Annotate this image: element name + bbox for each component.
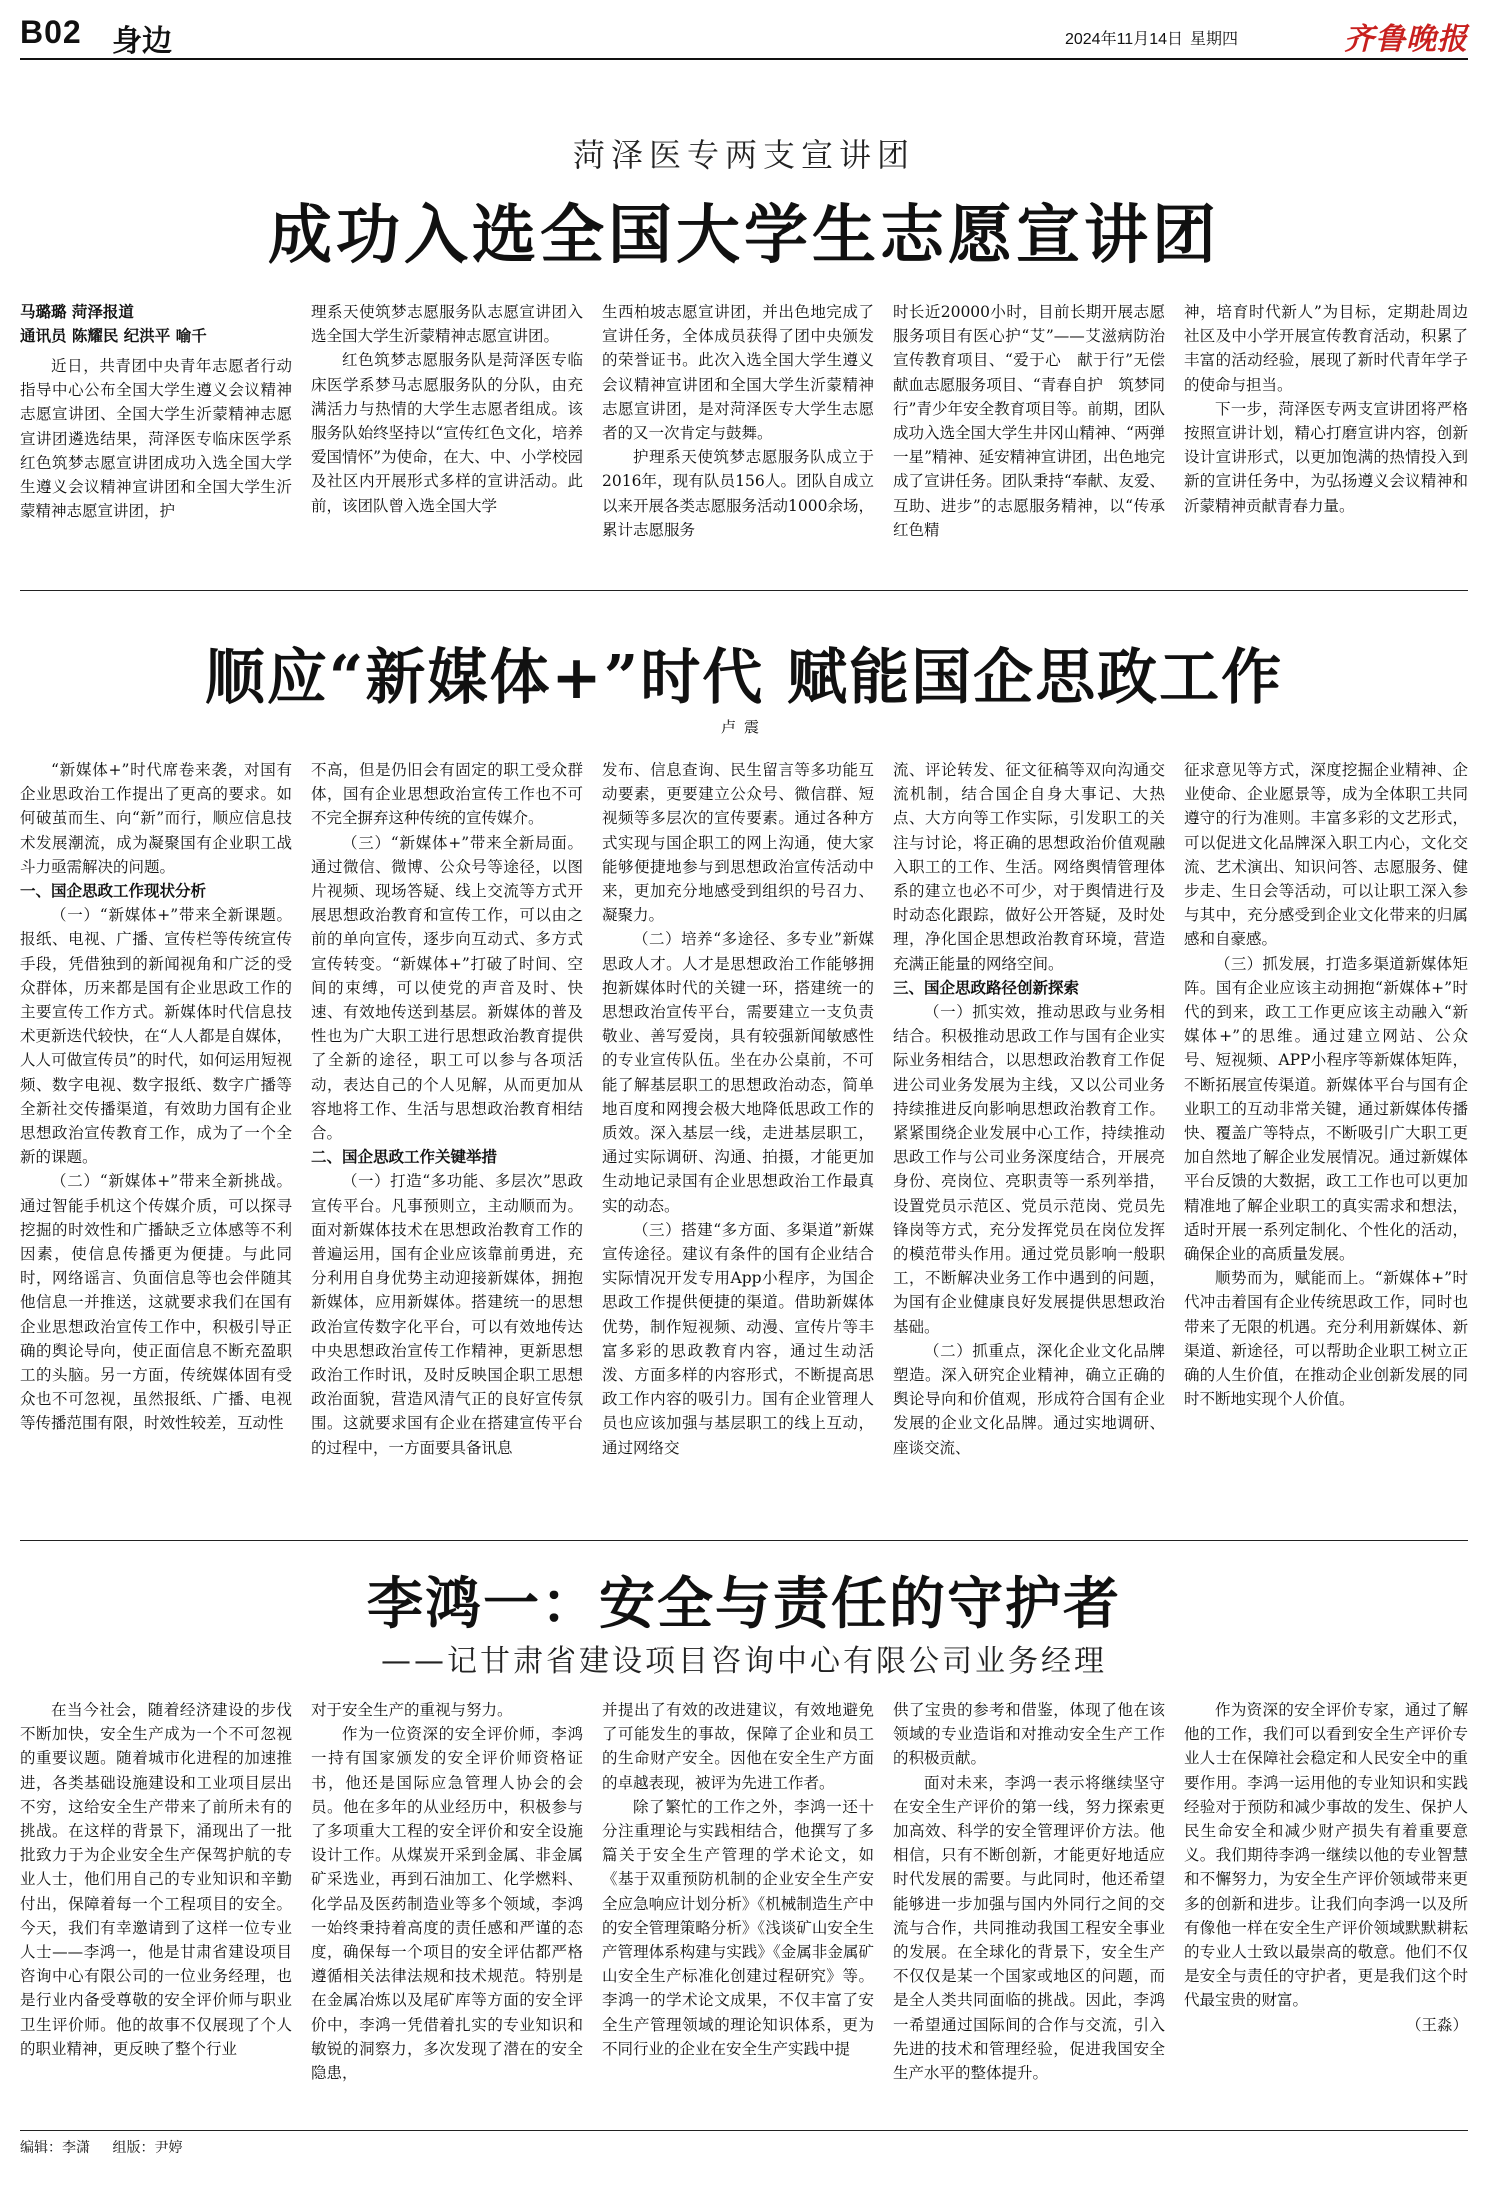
paragraph: （二）培养“多途径、多专业”新媒思政人才。人才是思想政治工作能够拥抱新媒体时代的关键一环，搭建统一的思想政治宣传平台，需要建立一支负责敬业、善写爱岗，具有较强新闻敏感性的专业宣传队伍。坐在办公桌前，不可能了解基层职工的思想政治动态，简单地百度和网搜会极大地降低思政工作的质效。深入基层一线，走进基层职工，通过实际调研、沟通、拍摄，才能更加生动地记录国有企业思想政治工作最真实的动态。	[602, 930, 874, 1215]
section-heading: 三、国企思政路径创新探索	[893, 978, 1080, 997]
article1-column-3	[602, 300, 874, 548]
article2-author: 卢震	[720, 718, 767, 736]
article3-title: 李鸿一：安全与责任的守护者	[367, 1571, 1121, 1637]
paragraph: 神，培育时代新人”为目标，定期赴周边社区及中小学开展宣传教育活动，积累了丰富的活动经验，展现了新时代青年学子的使命与担当。	[1184, 303, 1468, 394]
paragraph: 发布、信息查询、民生留言等多功能互动要素，更要建立公众号、微信群、短视频等多层次的宣传要素。通过各种方式实现与国企职工的网上沟通，使大家能够便捷地参与到思想政治宣传活动中来，更加充分地感受到组织的号召力、凝聚力。	[602, 761, 874, 925]
article3-signoff: （王淼）	[1405, 2015, 1468, 2034]
article1-title: 成功入选全国大学生志愿宣讲团	[268, 198, 1220, 273]
paragraph: 并提出了有效的改进建议，有效地避免了可能发生的事故，保障了企业和员工的生命财产安全。因他在安全生产方面的卓越表现，被评为先进工作者。	[602, 1701, 874, 1792]
paragraph: 流、评论转发、征文征稿等双向沟通交流机制，结合国企自身大事记、大热点、大方向等工作实际，引发职工的关注与讨论，将正确的思想政治价值观融入职工的工作、生活。网络舆情管理体系的建立也必不可少，对于舆情进行及时动态化跟踪，做好公开答疑，及时处理，净化国企思想政治教育环境，营造充满正能量的网络空间。	[893, 761, 1165, 973]
paragraph: 顺势而为，赋能而上。“新媒体+”时代冲击着国有企业传统思政工作，同时也带来了无限的机遇。充分利用新媒体、新渠道、新途径，可以帮助企业职工树立正确的人生价值，在推动企业创新发展的同时不断地实现个人价值。	[1184, 1269, 1468, 1409]
footer-editor: 编辑：李潇	[20, 2140, 90, 2156]
paragraph: （二）“新媒体+”带来全新挑战。通过智能手机这个传媒介质，可以探寻挖掘的时效性和广播缺乏立体感等不利因素，使信息传播更为便捷。与此同时，网络谣言、负面信息等也会伴随其他信息一并推送，这就要求我们在国有企业思想政治宣传工作中，积极引导正确的舆论导向，使正面信息不断充盈职工的头脑。另一方面，传统媒体固有受众也不可忽视，虽然报纸、广播、电视等传播范围有限，时效性较差，互动性	[20, 1172, 292, 1433]
paragraph: 面对未来，李鸿一表示将继续坚守在安全生产评价的第一线，努力探索更加高效、科学的安全管理评价方法。他相信，只有不断创新，才能更好地适应时代发展的需要。与此同时，他还希望能够进一步加强与国内外同行之间的交流与合作，共同推动我国工程安全事业的发展。在全球化的背景下，安全生产不仅仅是某一个国家或地区的问题，而是全人类共同面临的挑战。因此，李鸿一希望通过国际间的合作与交流，引入先进的技术和管理经验，促进我国安全生产水平的整体提升。	[893, 1773, 1165, 2083]
paragraph: （一）抓实效，推动思政与业务相结合。积极推动思政工作与国有企业实际业务相结合，以思想政治教育工作促进公司业务发展为主线，又以公司业务持续推进反向影响思想政治教育工作。紧紧围绕企业发展中心工作，持续推动思政工作与公司业务深度结合，开展亮身份、亮岗位、亮职责等一系列举措，设置党员示范区、党员示范岗、党员先锋岗等方式，充分发挥党员在岗位发挥的模范带头作用。通过党员影响一般职工，不断解决业务工作中遇到的问题，为国有企业健康良好发展提供思想政治基础。	[893, 1003, 1165, 1336]
paragraph: （三）“新媒体+”带来全新局面。通过微信、微博、公众号等途径，以图片视频、现场答疑、线上交流等方式开展思想政治教育和宣传工作，可以由之前的单向宣传，逐步向互动式、多方式宣传转变。“新媒体+”打破了时间、空间的束缚，可以使党的声音及时、快速、有效地传送到基层。新媒体的普及性也为广大职工进行思想政治教育提供了全新的途径，职工可以参与各项活动，表达自己的个人见解，从而更加从容地将工作、生活与思想政治教育相结合。	[311, 833, 583, 1143]
article1-column-5	[1184, 300, 1468, 548]
newspaper-logo: 齐鲁晚报	[1344, 22, 1468, 57]
paragraph: 时长近20000小时，目前长期开展志愿服务项目有医心护“艾”——艾滋病防治宣传教育项目、“爱于心 献于行”无偿献血志愿服务项目、“青春自护 筑梦同行”青少年安全教育项目等。前期，团队成功入选全国大学生井冈山精神、“两弹一星”精神、延安精神宣讲团，出色地完成了宣讲任务。团队秉持“奉献、友爱、互助、进步”的志愿服务精神，以“传承红色精	[893, 303, 1165, 539]
paragraph: （一）“新媒体+”带来全新课题。报纸、电视、广播、宣传栏等传统宣传手段，凭借独到的新闻视角和广泛的受众群体，历来都是国有企业思政工作的主要宣传工作方式。新媒体时代信息技术更新迭代较快，在“人人都是自媒体，人人可做宣传员”的时代，如何运用短视频、数字电视、数字报纸、数字广播等全新社交传播渠道，有效助力国有企业思想政治宣传教育工作，成为了一个全新的课题。	[20, 906, 292, 1167]
paragraph: （一）打造“多功能、多层次”思政宣传平台。凡事预则立，主动顺而为。面对新媒体技术在思想政治教育工作的普遍运用，国有企业应该靠前勇进，充分利用自身优势主动迎接新媒体，拥抱新媒体，应用新媒体。搭建统一的思想政治宣传数字化平台，可以有效地传达中央思想政治宣传工作精神，更新思想政治工作时讯，及时反映国企职工思想政治面貌，营造风清气正的良好宣传氛围。这就要求国有企业在搭建宣传平台的过程中，一方面要具备讯息	[311, 1172, 583, 1457]
paragraph: 近日，共青团中央青年志愿者行动指导中心公布全国大学生遵义会议精神志愿宣讲团、全国大学生沂蒙精神志愿宣讲团遴选结果，菏泽医专临床医学系红色筑梦志愿宣讲团成功入选全国大学生遵义会议精神宣讲团和全国大学生沂蒙精神志愿宣讲团，护	[20, 357, 292, 521]
paragraph: 生西柏坡志愿宣讲团，并出色地完成了宣讲任务，全体成员获得了团中央颁发的荣誉证书。此次入选全国大学生遵义会议精神宣讲团和全国大学生沂蒙精神志愿宣讲团，是对菏泽医专大学生志愿者的又一次肯定与鼓舞。	[602, 303, 874, 443]
paragraph: （二）抓重点，深化企业文化品牌塑造。深入研究企业精神，确立正确的舆论导向和价值观，形成符合国有企业发展的企业文化品牌。通过实地调研、座谈交流、	[893, 1341, 1165, 1457]
article2-column-3	[602, 758, 874, 1526]
paragraph: “新媒体+”时代席卷来袭，对国有企业思政治工作提出了更高的要求。如何破茧而生、向“新”而行，顺应信息技术发展潮流，成为凝聚国有企业职工战斗力亟需解决的问题。	[20, 761, 292, 876]
paragraph: 作为一位资深的安全评价师，李鸿一持有国家颁发的安全评价师资格证书，他还是国际应急管理人协会的会员。他在多年的从业经历中，积极参与了多项重大工程的安全评价和安全设施设计工作。从煤炭开采到金属、非金属矿采选业，再到石油加工、化学燃料、化学品及医药制造业等多个领域，李鸿一始终秉持着高度的责任感和严谨的态度，确保每一个项目的安全评估都严格遵循相关法律法规和技术规范。特别是在金属冶炼以及尾矿库等方面的安全评价中，李鸿一凭借着扎实的专业知识和敏锐的洞察力，多次发现了潜在的安全隐患，	[311, 1725, 583, 2083]
article3-column-4	[893, 1698, 1165, 2123]
article1-column-4	[893, 300, 1165, 548]
section-divider	[20, 1540, 1468, 1541]
section-name: 身边	[112, 24, 172, 59]
section-heading: 一、国企思政工作现状分析	[20, 882, 207, 901]
article3-column-1	[20, 1698, 292, 2123]
article1-column-1	[20, 300, 292, 548]
paragraph: 在当今社会，随着经济建设的步伐不断加快，安全生产成为一个不可忽视的重要议题。随着城市化进程的加速推进，各类基础设施建设和工业项目层出不穷，这给安全生产带来了前所未有的挑战。在这样的背景下，涌现出了一批批致力于为企业安全生产保驾护航的专业人士，他们用自己的专业知识和辛勤付出，保障着每一个工程项目的安全。今天，我们有幸邀请到了这样一位专业人士——李鸿一，他是甘肃省建设项目咨询中心有限公司的一位业务经理，也是行业内备受尊敬的安全评价师与职业卫生评价师。他的故事不仅展现了个人的职业精神，更反映了整个行业	[20, 1701, 292, 2058]
byline-reporter: 马璐璐 菏泽报道	[20, 303, 134, 321]
article3-subtitle: ——记甘肃省建设项目咨询中心有限公司业务经理	[381, 1644, 1107, 1679]
paragraph: 除了繁忙的工作之外，李鸿一还十分注重理论与实践相结合，他撰写了多篇关于安全生产管理的学术论文，如《基于双重预防机制的企业安全生产安全应急响应计划分析》《机械制造生产中的安全管理策略分析》《浅谈矿山安全生产管理体系构建与实践》《金属非金属矿山安全生产标准化创建过程研究》等。李鸿一的学术论文成果，不仅丰富了安全生产管理领域的理论知识体系，更为不同行业的企业在安全生产实践中提	[602, 1797, 874, 2058]
article1-subtitle: 菏泽医专两支宣讲团	[572, 136, 915, 174]
paragraph: 供了宝贵的参考和借鉴，体现了他在该领域的专业造诣和对推动安全生产工作的积极贡献。	[893, 1701, 1165, 1768]
paragraph: 红色筑梦志愿服务队是菏泽医专临床医学系梦马志愿服务队的分队，由充满活力与热情的大学生志愿者组成。该服务队始终坚持以“宣传红色文化，培养爱国情怀”为使命，在大、中、小学校园及社区内开展形式多样的宣讲活动。此前，该团队曾入选全国大学	[311, 351, 583, 515]
article2-column-1	[20, 758, 292, 1526]
page-header	[20, 10, 1468, 60]
byline-correspondents: 通讯员 陈耀民 纪洪平 喻千	[20, 327, 207, 345]
section-divider	[20, 590, 1468, 591]
paragraph: 护理系天使筑梦志愿服务队成立于2016年，现有队员156人。团队自成立以来开展各类志愿服务活动1000余场，累计志愿服务	[602, 448, 874, 539]
paragraph: （三）抓发展，打造多渠道新媒体矩阵。国有企业应该主动拥抱“新媒体+”时代的到来，政工工作更应该主动融入“新媒体+”的思维。通过建立网站、公众号、短视频、APP小程序等新媒体矩阵，不断拓展宣传渠道。新媒体平台与国有企业职工的互动非常关键，通过新媒体传播快、覆盖广等特点，不断吸引广大职工更加自然地了解企业发展情况。通过新媒体平台反馈的大数据，政工工作也可以更加精准地了解企业职工的真实需求和想法，适时开展一系列定制化、个性化的活动，确保企业的高质量发展。	[1184, 954, 1468, 1264]
paragraph: 对于安全生产的重视与努力。	[311, 1701, 513, 1719]
paragraph: 下一步，菏泽医专两支宣讲团将严格按照宣讲计划，精心打磨宣讲内容，创新设计宣讲形式，以更加饱满的热情投入到新的宣讲任务中，为弘扬遵义会议精神和沂蒙精神贡献青春力量。	[1184, 399, 1468, 515]
paragraph: 征求意见等方式，深度挖掘企业精神、企业使命、企业愿景等，成为全体职工共同遵守的行为准则。丰富多彩的文艺形式，可以促进文化品牌深入职工内心，文化交流、艺术演出、知识问答、志愿服务、健步走、生日会等活动，可以让职工深入参与其中，充分感受到企业文化带来的归属感和自豪感。	[1184, 761, 1468, 949]
article1-column-2	[311, 300, 583, 548]
page-footer	[20, 2130, 1468, 2157]
paragraph: （三）搭建“多方面、多渠道”新媒宣传途径。建议有条件的国有企业结合实际情况开发专用App小程序，为国企思政工作提供便捷的渠道。借助新媒体优势，制作短视频、动漫、宣传片等丰富多彩的思政教育内容，通过生动活泼、方面多样的内容形式，不断提高思政工作内容的吸引力。国有企业管理人员也应该加强与基层职工的线上互动，通过网络交	[602, 1220, 874, 1457]
section-heading: 二、国企思政工作关键举措	[311, 1148, 498, 1167]
issue-date: 2024年11月14日	[1064, 31, 1183, 48]
article2-column-5	[1184, 758, 1468, 1526]
article2-column-4	[893, 758, 1165, 1526]
footer-layout: 组版：尹婷	[112, 2140, 183, 2156]
article2-title: 顺应“新媒体+”时代 赋能国企思政工作	[204, 643, 1284, 713]
page-number: B02	[20, 14, 82, 50]
article3-column-3	[602, 1698, 874, 2123]
article3-column-2	[311, 1698, 583, 2123]
article2-column-2	[311, 758, 583, 1526]
issue-weekday: 星期四	[1189, 31, 1238, 48]
article3-column-5	[1184, 1698, 1468, 2123]
paragraph: 不高，但是仍旧会有固定的职工受众群体，国有企业思想政治宣传工作也不可不完全摒弃这种传统的宣传媒介。	[311, 761, 583, 828]
paragraph: 理系天使筑梦志愿服务队志愿宣讲团入选全国大学生沂蒙精神志愿宣讲团。	[311, 303, 583, 346]
paragraph: 作为资深的安全评价专家，通过了解他的工作，我们可以看到安全生产评价专业人士在保障社会稳定和人民安全中的重要作用。李鸿一运用他的专业知识和实践经验对于预防和减少事故的发生、保护人民生命安全和减少财产损失有着重要意义。我们期待李鸿一继续以他的专业智慧和不懈努力，为安全生产评价领域带来更多的创新和进步。让我们向李鸿一以及所有像他一样在安全生产评价领域默默耕耘的专业人士致以最崇高的敬意。他们不仅是安全与责任的守护者，更是我们这个时代最宝贵的财富。	[1184, 1701, 1468, 2010]
article1-byline	[20, 300, 292, 348]
